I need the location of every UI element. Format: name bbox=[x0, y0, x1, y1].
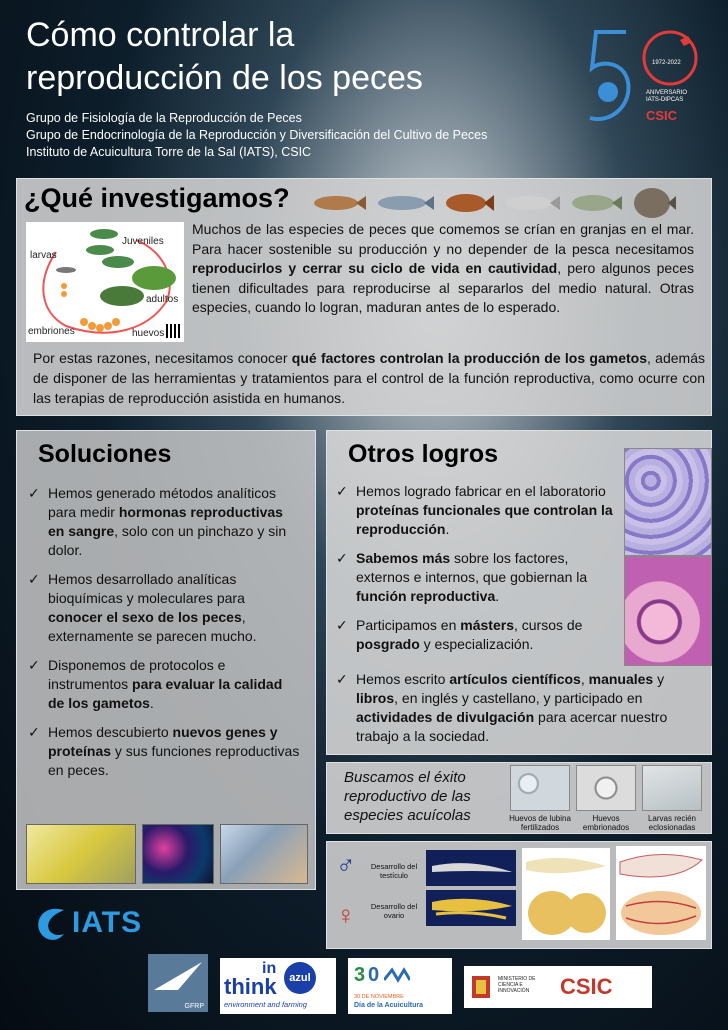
testis-stage-3 bbox=[616, 846, 706, 886]
microplate-photo bbox=[26, 824, 136, 884]
solution-bold: conocer el sexo de los peces bbox=[48, 609, 242, 625]
dia-30-icon: 3 bbox=[354, 964, 366, 986]
seabass-fish-icon bbox=[504, 192, 560, 214]
gfrp-logo bbox=[148, 954, 208, 1012]
p2-text-c: , además de disponer de las herramientas y tratamientos para el control de la función reproductiva, como ocurre con las terapias de reproducción asistida en humanos. bbox=[33, 350, 705, 406]
research-paragraph-2 bbox=[33, 348, 705, 408]
group-names bbox=[26, 110, 487, 161]
life-cycle-diagram bbox=[26, 222, 184, 342]
spain-crest-icon bbox=[470, 972, 492, 1002]
achievement-bold: función reproductiva bbox=[356, 588, 496, 604]
p1-text-a: Muchos de las especies de peces que comemos se crían en granjas en el mar. Para hacer sostenible su producción y no depender de la pesca necesitamos bbox=[192, 221, 694, 257]
p1-text-c: , pero algunos peces tienen dificultades para reproducirse al separarlos del medio natural. Otras especies, cuando lo logran, maduran antes de lo esperado. bbox=[192, 260, 694, 315]
salmon-fish-icon bbox=[376, 192, 434, 214]
qr-code-icon[interactable] bbox=[166, 324, 180, 338]
achievement-bold: manuales bbox=[588, 671, 654, 687]
histology-testis-image bbox=[624, 448, 712, 556]
achievements-heading: Otros logros bbox=[348, 440, 499, 468]
cycle-label-larvas: larvas bbox=[30, 250, 57, 261]
female-symbol: ♀ bbox=[336, 900, 356, 930]
anniversary-lines bbox=[646, 90, 687, 104]
ovary-stage-1 bbox=[426, 890, 516, 926]
flatfish-icon bbox=[632, 186, 676, 220]
thinkazul-in: in bbox=[262, 960, 277, 977]
thinkazul-sub: environment and farming bbox=[224, 1000, 307, 1009]
check-icon: ✓ bbox=[28, 724, 40, 740]
csic-logo-text: CSIC bbox=[560, 974, 613, 999]
achievement-text: y especialización. bbox=[419, 636, 534, 652]
achievement-bold: proteínas funcionales que controlan la reproducción bbox=[356, 502, 613, 537]
check-icon: ✓ bbox=[28, 571, 40, 587]
check-icon: ✓ bbox=[336, 671, 348, 687]
achievement-bold: actividades de divulgación bbox=[356, 709, 535, 725]
p2-text-a: Por estas razones, necesitamos conocer bbox=[33, 350, 292, 366]
iats-fish-icon bbox=[34, 904, 68, 944]
achievement-text: , cursos de bbox=[513, 617, 583, 633]
cycle-label-adultos: adultos bbox=[146, 294, 179, 305]
title-line-1: Cómo controlar la bbox=[26, 16, 295, 54]
solution-text: Hemos desarrollado analíticas bioquímicas y moleculares para bbox=[48, 571, 245, 606]
solution-text: Disponemos de protocolos e instrumentos bbox=[48, 657, 226, 692]
thinkazul-azul: azul bbox=[284, 962, 316, 994]
gfrp-label: GFRP bbox=[184, 1003, 204, 1010]
dia-name: Día de la Acuicultura bbox=[354, 1002, 423, 1009]
thinkazul-logo bbox=[220, 958, 336, 1014]
achievement-text: para acercar nuestro trabajo a la sociedad. bbox=[356, 709, 668, 744]
solution-text: y sus funciones reproductivas en peces. bbox=[48, 743, 300, 778]
p2-text-bold: qué factores controlan la producción de los gametos bbox=[291, 350, 647, 366]
poster-title bbox=[26, 14, 423, 100]
achievement-text: . bbox=[445, 521, 450, 537]
bream-fish-icon bbox=[570, 192, 622, 214]
caption-fertilized: Huevos de lubina fertilizados bbox=[509, 814, 571, 832]
ministerio-csic-logo bbox=[464, 966, 652, 1008]
achievement-bold: posgrado bbox=[356, 636, 420, 652]
achievement-text: , bbox=[580, 671, 589, 687]
achievement-item-0 bbox=[336, 482, 620, 539]
ovary-stage-2 bbox=[522, 886, 610, 940]
fluorescence-photo bbox=[142, 824, 214, 884]
achievement-bold: másters bbox=[460, 617, 514, 633]
solution-text: . bbox=[149, 695, 154, 711]
cycle-label-juveniles: Juveniles bbox=[122, 236, 164, 247]
caption-embryonated: Huevos embrionados bbox=[582, 814, 630, 832]
title-line-2: reproducción de los peces bbox=[26, 59, 423, 97]
solution-text: Hemos descubierto bbox=[48, 724, 173, 740]
check-icon: ✓ bbox=[28, 485, 40, 501]
male-symbol: ♂ bbox=[336, 850, 356, 880]
fertilized-eggs-photo bbox=[510, 765, 570, 811]
solution-text: , externamente se parecen mucho. bbox=[48, 609, 257, 644]
solutions-heading: Soluciones bbox=[38, 440, 172, 468]
achievement-item-2 bbox=[336, 616, 620, 654]
solution-text: , solo con un pinchazo y sin dolor. bbox=[48, 523, 287, 558]
solution-item bbox=[28, 656, 300, 713]
embryonated-eggs-photo bbox=[576, 765, 636, 811]
achievement-text: Hemos logrado fabricar en el laboratorio bbox=[356, 483, 606, 499]
dia-date: 30 DE NOVIEMBRE bbox=[354, 994, 404, 1000]
check-icon: ✓ bbox=[336, 483, 348, 499]
histology-ovary-image bbox=[624, 556, 712, 666]
solution-item bbox=[28, 570, 300, 646]
achievement-text: sobre los factores, externos e internos, que gobiernan la bbox=[356, 550, 588, 585]
search-text: Buscamos el éxito reproductivo de las especies acuícolas bbox=[344, 769, 471, 824]
solution-item bbox=[28, 723, 300, 780]
anniversary-csic: CSIC bbox=[646, 108, 678, 123]
achievement-bold: Sabemos más bbox=[356, 550, 451, 566]
achievement-text: Participamos en bbox=[356, 617, 461, 633]
group-3: Instituto de Acuicultura Torre de la Sal (IATS), CSIC bbox=[26, 145, 312, 159]
p1-text-bold: reproducirlos y cerrar su ciclo de vida en cautividad bbox=[192, 260, 558, 276]
lab-work-photo bbox=[220, 824, 308, 884]
solution-text: Hemos generado métodos analíticos para medir bbox=[48, 485, 277, 520]
solution-bold: nuevos genes y proteínas bbox=[48, 724, 278, 759]
check-icon: ✓ bbox=[336, 617, 348, 633]
trout-fish-icon bbox=[312, 192, 366, 214]
ovary-stage-3 bbox=[616, 886, 706, 940]
check-icon: ✓ bbox=[336, 550, 348, 566]
achievements-list-wide bbox=[336, 670, 706, 756]
iats-logo: IATS bbox=[72, 906, 143, 939]
cycle-label-huevos: huevos bbox=[132, 328, 165, 339]
achievement-text: y bbox=[653, 671, 665, 687]
group-1: Grupo de Fisiología de la Reproducción de Peces bbox=[26, 111, 302, 125]
testis-stage-2 bbox=[522, 848, 610, 886]
achievement-text: Hemos escrito bbox=[356, 671, 450, 687]
achievement-item-3 bbox=[336, 670, 706, 746]
solution-bold: para evaluar la calidad de los gametos bbox=[48, 676, 283, 711]
check-icon: ✓ bbox=[28, 657, 40, 673]
anniversary-50-logo bbox=[578, 26, 708, 130]
caption-larvae: Larvas recién eclosionadas bbox=[647, 814, 697, 832]
carp-fish-icon bbox=[444, 191, 494, 215]
group-2: Grupo de Endocrinología de la Reproducción y Diversificación del Cultivo de Peces bbox=[26, 128, 488, 142]
fish-species-row bbox=[312, 186, 676, 220]
anniversary-line1: ANIVERSARIO bbox=[646, 90, 688, 96]
ovary-label: Desarrollo del ovario bbox=[370, 902, 418, 920]
thinkazul-think: think bbox=[224, 974, 277, 999]
solution-item bbox=[28, 484, 300, 560]
testis-label: Desarrollo del testículo bbox=[370, 862, 418, 880]
achievement-text: , en inglés y castellano, y participado en bbox=[394, 690, 643, 706]
dia-0-icon: 0 bbox=[368, 964, 380, 986]
achievement-bold: artículos científicos bbox=[449, 671, 581, 687]
research-heading: ¿Qué investigamos? bbox=[24, 183, 290, 213]
ministerio-text: MINISTERIO DE CIENCIA E INNOVACIÓN bbox=[498, 976, 536, 994]
hatched-larvae-photo bbox=[642, 765, 702, 811]
cycle-label-embriones: embriones bbox=[28, 326, 75, 337]
solutions-list bbox=[28, 484, 300, 790]
anniversary-years: 1972-2022 bbox=[652, 60, 681, 66]
research-paragraph-1 bbox=[192, 220, 694, 318]
gfrp-fish-icon bbox=[148, 954, 208, 998]
achievements-list bbox=[336, 482, 620, 664]
achievement-bold: libros bbox=[356, 690, 395, 706]
dia-acuicultura-logo bbox=[348, 958, 452, 1014]
testis-stage-1 bbox=[426, 850, 516, 886]
anniversary-text bbox=[652, 60, 681, 67]
achievement-text: . bbox=[495, 588, 500, 604]
dia-wave-icon bbox=[384, 966, 410, 988]
achievement-item-1 bbox=[336, 549, 620, 606]
solution-bold: hormonas reproductivas en sangre bbox=[48, 504, 283, 539]
anniversary-line2: IATS-DIPCAS bbox=[646, 97, 684, 103]
